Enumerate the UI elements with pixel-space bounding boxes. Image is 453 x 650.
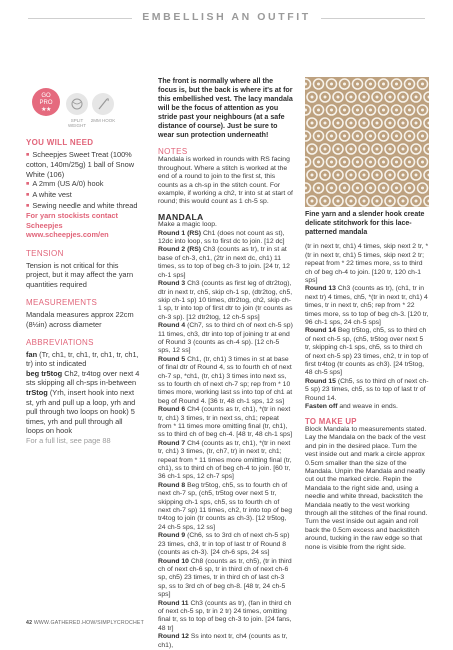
measurements-text: Mandala measures approx 22cm (8½in) across diameter xyxy=(26,309,134,329)
round-text: Round 9 (Ch6, ss to 3rd ch of next ch-5 sp) 23 times, ch3, tr in top of last tr of Round 8 (counts as ch-3). [24 ch-6 sps, 24 ss] xyxy=(158,532,290,557)
lace-dot xyxy=(402,200,405,203)
round-text: (tr in next tr, ch1) 4 times, skip next 2 tr, *(tr in next tr, ch1) 5 times, skip next 2 tr; repeat from * 22 times more, ss to third ch of beg ch-4 to join. [120 tr, 120 ch-1 sps] xyxy=(305,243,429,285)
lace-dot xyxy=(350,200,353,203)
lace-dot xyxy=(330,187,333,190)
lace-dot xyxy=(363,96,366,99)
abbreviations-section xyxy=(26,338,142,446)
list-item: ■ Sewing needle and white thread xyxy=(26,201,142,212)
lace-dot xyxy=(415,174,418,177)
page-number: 42 xyxy=(26,620,33,626)
mandala-heading: MANDALA xyxy=(158,211,204,222)
round-text: Round 5 Ch1, (tr, ch1) 3 times in st at base of final dtr of Round 4, ss to fourth ch of next ch-7 sp, *ch1, (tr, ch1) 3 times into next ss, ss to fourth ch of next ch-7 sp; rep from * 10 times more, working last ss into top of ch1 at beg of Round 4. [36 tr, 48 ch-1 sps, 12 ss] xyxy=(158,355,293,405)
round-text: Round 12 Ss into next tr, ch4 (counts as tr, ch1), xyxy=(158,633,288,649)
lace-dot xyxy=(343,109,346,112)
lace-dot xyxy=(317,83,320,86)
right-column xyxy=(305,77,429,552)
lace-dot xyxy=(389,148,392,151)
notes-text: Mandala is worked in rounds with RS facing throughout. Where a stitch is worked at the end of a round to join to the first st, this counts as a ch-sp in the stitch count. For example, if working a ch2, tr into st at start of round; this would count as 1 ch-5 sp. xyxy=(158,156,293,206)
lace-dot xyxy=(350,122,353,125)
lace-mandala-photo xyxy=(305,77,429,207)
lace-dot xyxy=(389,174,392,177)
tension-section xyxy=(26,249,142,289)
intro-text: The front is normally where all the focus is, but the back is where it's at for this embellished vest. The lacy mandala will be the focus of attention as you stride past your neighbours (at a safe distance of course). Just be sure to wear sun protection underneath! xyxy=(158,77,293,139)
page-footer xyxy=(26,620,144,626)
lace-dot xyxy=(382,187,385,190)
lace-dot xyxy=(395,161,398,164)
lace-dot xyxy=(382,83,385,86)
stockists-link[interactable]: For yarn stockists contact Scheepjes www.scheepjes.com/en xyxy=(26,211,119,240)
make-up-heading: TO MAKE UP xyxy=(305,416,357,426)
section-title: EMBELLISH AN OUTFIT xyxy=(132,11,321,23)
lace-dot xyxy=(376,96,379,99)
lace-dot xyxy=(395,109,398,112)
you-will-need-section xyxy=(26,138,142,240)
round-text: Round 8 Beg tr5tog, ch5, ss to fourth ch of next ch-7 sp, (ch5, tr5tog over next 5 tr, skipping ch-1 sps, ch5, ss to fourth ch of next ch-7 sp) 11 times, ch2, tr into top of beg tr4tog to join (tr counts as ch-3). [12 tr5tog, 24 ch-5 sps, 12 ss] xyxy=(158,481,292,531)
lace-dot xyxy=(428,148,430,151)
lace-dot xyxy=(311,148,314,151)
lace-dot xyxy=(421,83,424,86)
lace-dot xyxy=(311,174,314,177)
photo-caption: Fine yarn and a slender hook create delicate stitchwork for this lace-patterned mandala xyxy=(305,211,425,236)
lace-dot xyxy=(376,122,379,125)
lace-dot xyxy=(311,200,314,203)
lace-dot xyxy=(382,109,385,112)
you-will-need-heading: YOU WILL NEED xyxy=(26,138,94,147)
round-text: Round 2 (RS) Ch3 (counts as tr), tr in st at base of ch-3, ch1, (2tr in next dc, ch1) 11 times, ss to top of beg ch-3 to join. [24 tr, 12 ch-1 sps] xyxy=(158,246,290,279)
round-text: Round 1 (RS) Ch1 (does not count as st), 12dc into loop, ss to first dc to join. [12 dc] xyxy=(158,229,285,246)
yarn-weight-label: SPLIT WEIGHT xyxy=(68,118,86,128)
lace-dot xyxy=(402,174,405,177)
lace-dot xyxy=(389,122,392,125)
round-text: Round 13 Ch3 (counts as tr), (ch1, tr in next tr) 4 times, ch5, *(tr in next tr, ch1) 4 times, tr in next tr, ch5; rep from * 22 times more, ss to top of beg ch-3. [120 tr, 96 ch-1 sps, 24 ch-5 sps] xyxy=(305,285,429,327)
star-icon: ★★ xyxy=(41,107,51,113)
lace-dot xyxy=(408,83,411,86)
lace-dot xyxy=(337,174,340,177)
lace-dot xyxy=(317,135,320,138)
lace-dot xyxy=(356,187,359,190)
lace-dot xyxy=(415,148,418,151)
lace-dot xyxy=(369,187,372,190)
lace-dot xyxy=(363,174,366,177)
abbreviation-trstog: trStog (Yrh, insert hook into next st, yrh and pull up a loop, yrh and pull through two loops on hook) 5 times, yrh and pull through all loops on hook xyxy=(26,388,136,436)
lace-dot xyxy=(324,122,327,125)
lace-dot xyxy=(317,187,320,190)
lace-dot xyxy=(337,122,340,125)
lace-dot xyxy=(330,109,333,112)
lace-dot xyxy=(408,161,411,164)
tension-text: Tension is not critical for this project, but it may affect the yarn quantities required xyxy=(26,260,134,289)
lace-dot xyxy=(369,109,372,112)
left-column xyxy=(26,138,142,446)
lace-dot xyxy=(382,161,385,164)
lace-dot xyxy=(324,148,327,151)
lace-dot xyxy=(343,161,346,164)
list-item: ■ A 2mm (US A/0) hook xyxy=(26,179,142,190)
lace-dot xyxy=(408,187,411,190)
notes-heading: NOTES xyxy=(158,147,188,156)
lace-dot xyxy=(343,187,346,190)
lace-dot xyxy=(330,83,333,86)
project-badges xyxy=(26,88,146,144)
lace-dot xyxy=(421,161,424,164)
lace-dot xyxy=(415,96,418,99)
lace-dot xyxy=(305,161,307,164)
lace-dot xyxy=(428,122,430,125)
full-list-link[interactable]: For a full list, see page 88 xyxy=(26,436,111,446)
make-up-text: Block Mandala to measurements stated. Lay the Mandala on the back of the vest and pin in the desired place. Turn the vest inside out and mark a circle approx 0.5cm smaller than the size of the Mandala. Unpin the Mandala and neatly cut out the marked circle. Repin the Mandala to the right side and, using a needle and white thread, backstitch the Mandala neatly to the vest working through all the stitches of the final round. Turn the vest inside out again and roll back the 0.5cm excess and backstitch around, tucking in the raw edge so that none is visible from the right side. xyxy=(305,425,428,551)
lace-dot xyxy=(350,96,353,99)
lace-dot xyxy=(369,83,372,86)
lace-dot xyxy=(350,148,353,151)
lace-dot xyxy=(363,200,366,203)
round-text: Round 4 (Ch7, ss to third ch of next ch-5 sp) 11 times, ch3, dtr into top of joining tr at end of Round 3 (counts as ch-4 sp). [12 ch-5 sps, 12 ss] xyxy=(158,322,293,355)
lace-dot xyxy=(324,174,327,177)
lace-dot xyxy=(408,135,411,138)
lace-dot xyxy=(363,148,366,151)
lace-dot xyxy=(311,96,314,99)
lace-dot xyxy=(305,135,307,138)
lace-dot xyxy=(337,148,340,151)
lace-dot xyxy=(356,161,359,164)
lace-dot xyxy=(343,83,346,86)
list-item: ■ A white vest xyxy=(26,190,142,201)
lace-dot xyxy=(402,148,405,151)
lace-dot xyxy=(376,200,379,203)
lace-dot xyxy=(402,96,405,99)
lace-dot xyxy=(408,109,411,112)
lace-dot xyxy=(395,187,398,190)
lace-dot xyxy=(305,83,307,86)
hook-icon xyxy=(92,93,114,115)
lace-dot xyxy=(343,135,346,138)
lace-dot xyxy=(415,200,418,203)
round-text: Round 14 Beg tr5tog, ch5, ss to third ch of next ch-5 sp, (ch5, tr5tog over next 5 tr, skipping ch-1 sps, ch5, ss to third ch of next ch-5 sp) 23 times, ch2, tr in top of first tr4tog (tr counts as ch3). [24 tr5tog, 48 ch-5 sps] xyxy=(305,327,429,377)
tension-heading: TENSION xyxy=(26,248,64,258)
lace-dot xyxy=(376,174,379,177)
lace-dot xyxy=(389,96,392,99)
lace-dot xyxy=(395,83,398,86)
middle-column xyxy=(158,77,293,650)
lace-dot xyxy=(311,122,314,125)
footer-url: WWW.GATHERED.HOW/SIMPLYCROCHET xyxy=(33,620,144,626)
abbreviation-fan: fan (Tr, ch1, tr, ch1, tr, ch1, tr, ch1, tr) into st indicated xyxy=(26,349,139,369)
lace-dot xyxy=(421,109,424,112)
lace-dot xyxy=(363,122,366,125)
lace-dot xyxy=(356,83,359,86)
lace-dot xyxy=(337,96,340,99)
round-text: Round 3 Ch3 (counts as first leg of dtr2tog), dtr in next tr, ch5, skip ch-1 sp, (dtr2tog, ch5, skip ch-1 sp) 10 times, dtr2tog, ch2, skip ch-1 sp, tr into top of first dtr to join (tr counts as ch-3 sp). [12 dtr2tog, 12 ch-5 sps] xyxy=(158,280,293,321)
mandala-rounds xyxy=(158,221,293,650)
lace-dot xyxy=(376,148,379,151)
lace-dot xyxy=(428,200,430,203)
lace-dot xyxy=(350,174,353,177)
lace-dot xyxy=(382,135,385,138)
round-text: Fasten off and weave in ends. xyxy=(305,403,398,411)
lace-dot xyxy=(330,161,333,164)
round-text: Round 10 Ch8 (counts as tr, ch5), (tr in third ch of next ch-6 sp, tr in third ch of next ch-6 sp, ch5) 23 times, tr in third ch of last ch-3 sp, ss to 3rd ch of beg ch-8. [48 tr, 24 ch-5 sps] xyxy=(158,557,292,599)
lace-dot xyxy=(356,109,359,112)
lace-dot xyxy=(415,122,418,125)
yarn-weight-icon xyxy=(66,93,88,115)
round-text: Round 7 Ch4 (counts as tr, ch1), *(tr in next tr, ch1) 3 times, (tr, ch7, tr) in next tr, ch1; repeat from * 11 times more omitting final (tr, ch1), ss to third ch of beg ch-4 to join. [60 tr, 36 ch-1 sps, 12 ch-7 sps] xyxy=(158,439,292,481)
abbreviations-heading: ABBREVIATIONS xyxy=(26,338,94,348)
measurements-heading: MEASUREMENTS xyxy=(26,298,98,308)
page-header xyxy=(0,0,453,36)
lace-dot xyxy=(369,161,372,164)
measurements-section xyxy=(26,298,142,329)
lace-dot xyxy=(305,109,307,112)
abbreviation-beg-tr5tog: beg tr5tog Ch2, tr4tog over next 4 sts skipping all ch-sps in-between xyxy=(26,368,140,388)
lace-dot xyxy=(395,135,398,138)
lace-dot xyxy=(389,200,392,203)
lace-dot xyxy=(337,200,340,203)
lace-dot xyxy=(324,200,327,203)
lace-dot xyxy=(428,96,430,99)
round-text: Round 11 Ch3 (counts as tr), (fan in third ch of next ch-5 sp, tr in 2 tr) 24 times, omitting final tr, ss to top of beg ch-3 to join. [24 fans, 48 tr] xyxy=(158,599,292,632)
list-item: ■ Scheepjes Sweet Treat (100% cotton, 140m/25g) 1 ball of Snow White (106) xyxy=(26,150,142,180)
lace-dot xyxy=(324,96,327,99)
round-text: Round 6 Ch4 (counts as tr, ch1), *(tr in next tr, ch1) 3 times, tr in next ss, ch1; repeat from * 11 times more omitting final (tr, ch1), ss to third ch of beg ch-4. [48 tr, 48 ch-1 sps] xyxy=(158,406,293,439)
lace-dot xyxy=(317,161,320,164)
lace-dot xyxy=(317,109,320,112)
lace-dot xyxy=(369,135,372,138)
lace-dot xyxy=(402,122,405,125)
lace-dot xyxy=(428,174,430,177)
skill-level-badge: GO PRO ★★ xyxy=(32,88,60,116)
lace-dot xyxy=(330,135,333,138)
round-text: Round 15 (Ch5, ss to third ch of next ch-5 sp) 23 times, ch5, ss to top of last tr of Round 14. xyxy=(305,377,429,402)
round-text: Make a magic loop. xyxy=(158,221,217,229)
lace-dot xyxy=(421,187,424,190)
lace-dot xyxy=(305,187,307,190)
lace-dot xyxy=(421,135,424,138)
lace-dot xyxy=(356,135,359,138)
hook-size-label: 2MM HOOK xyxy=(90,118,116,123)
